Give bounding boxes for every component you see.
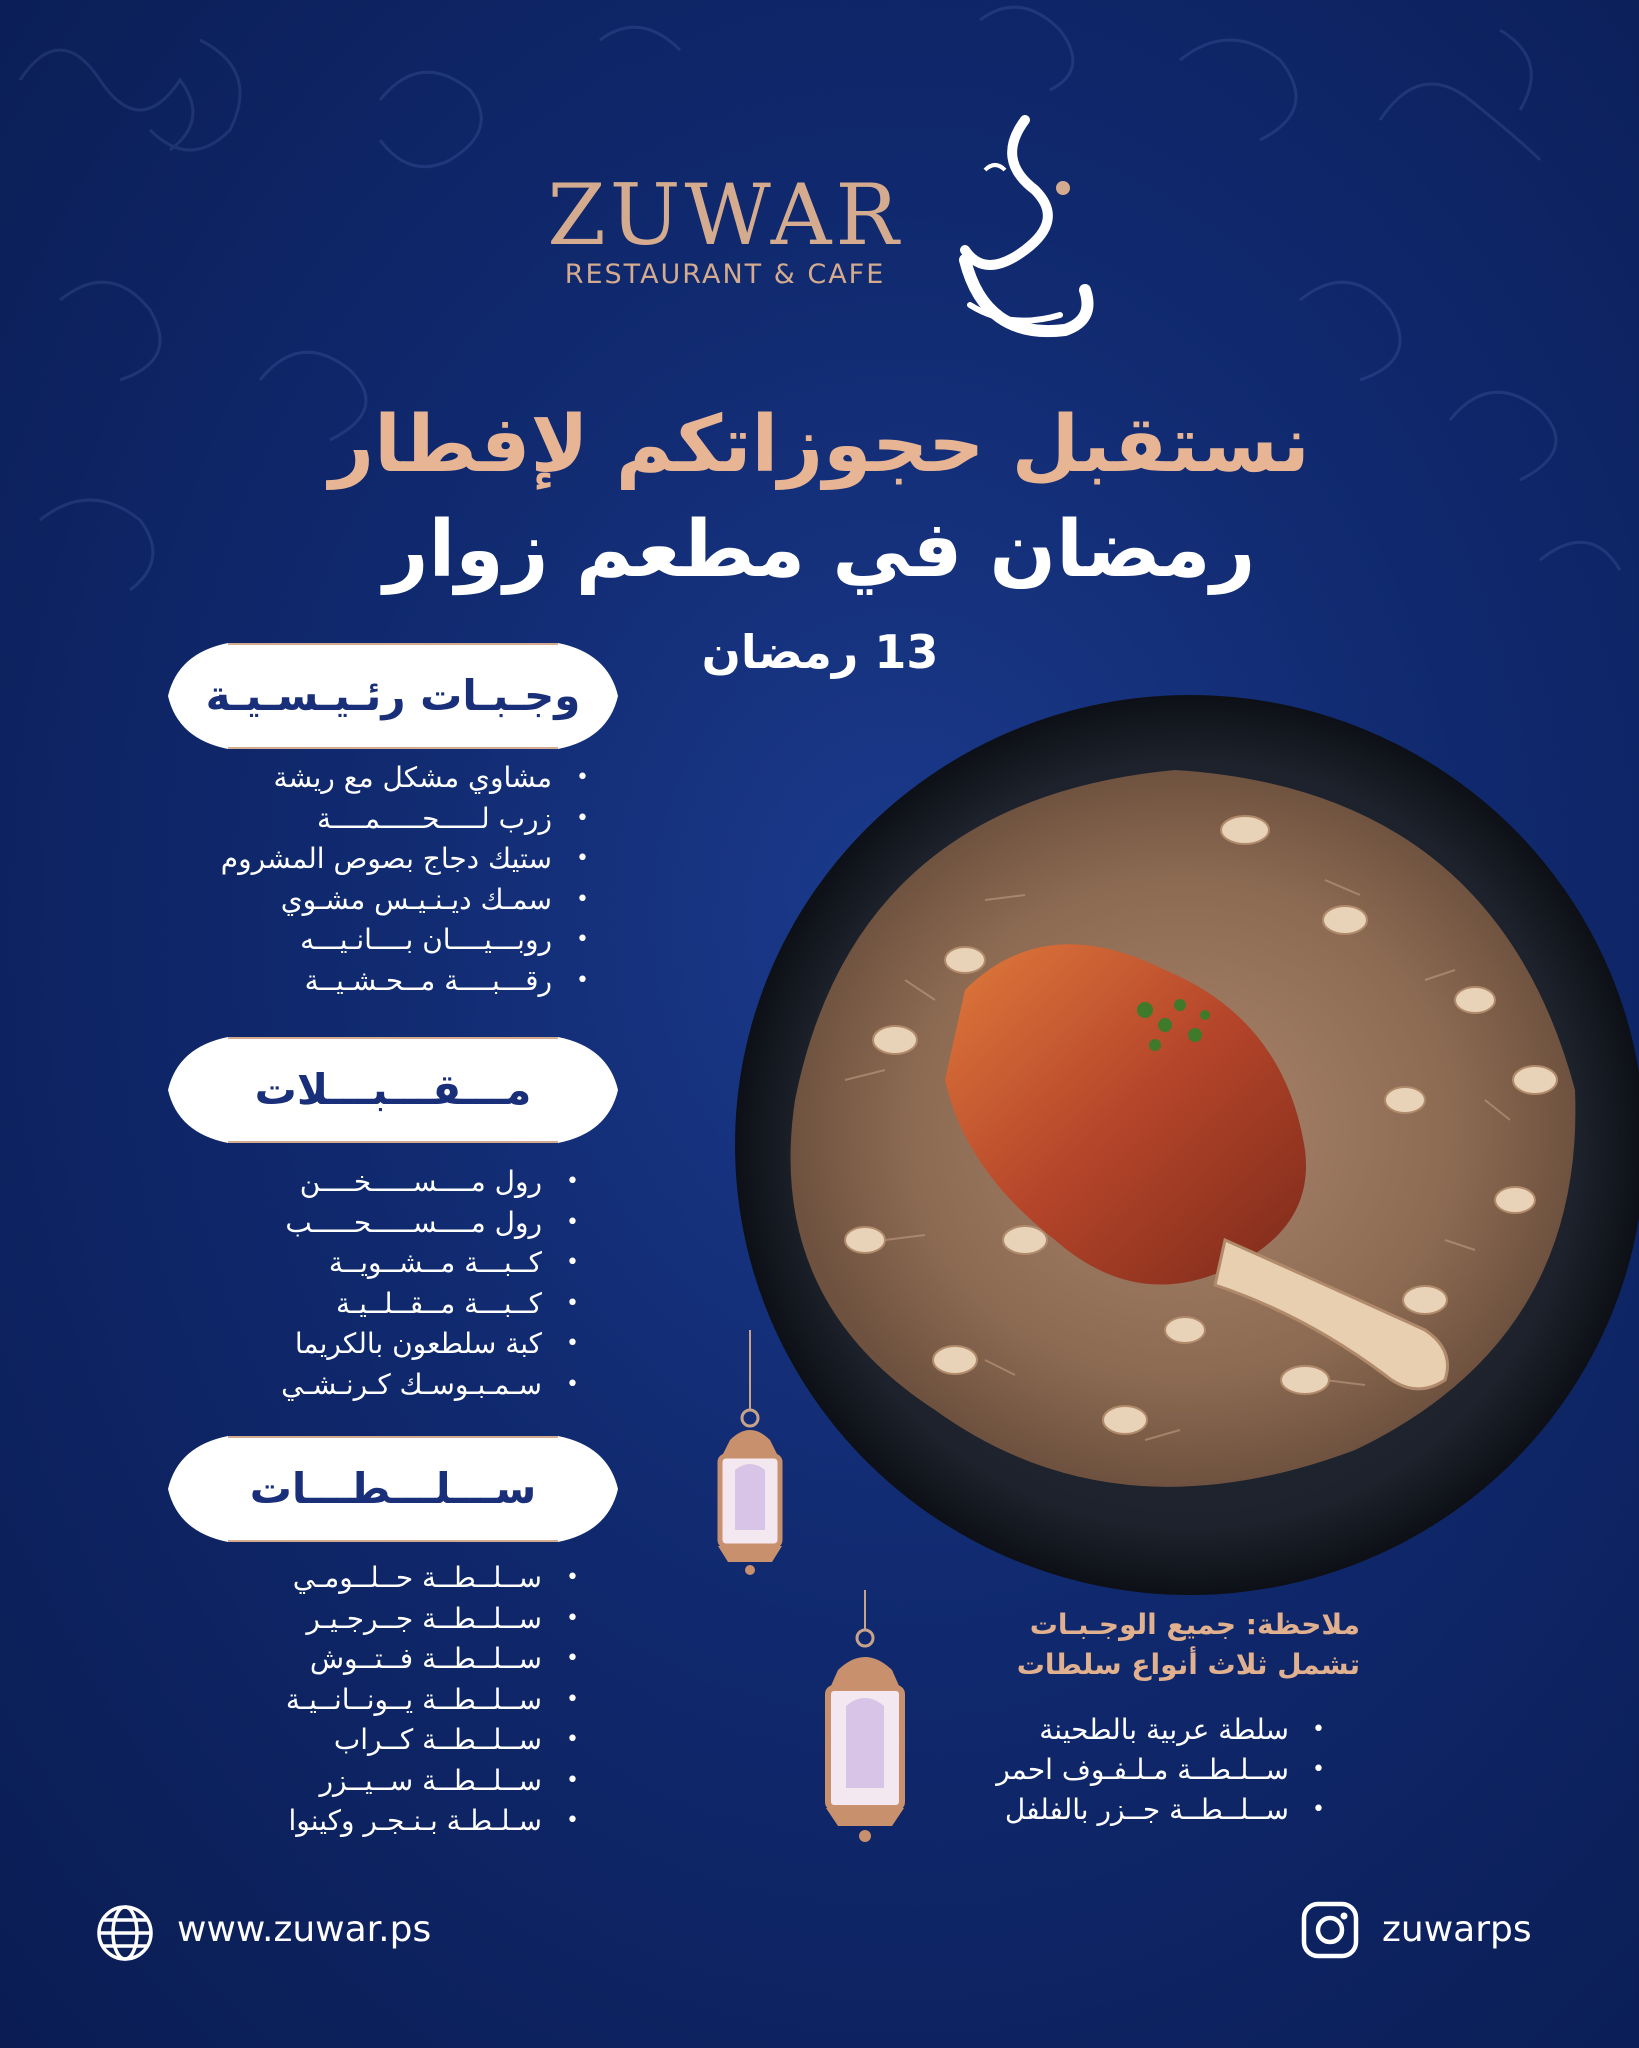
section-appetizers-header <box>168 1037 618 1143</box>
lantern-icon <box>810 1590 920 1850</box>
date-label: 13 رمضان <box>701 625 939 679</box>
website-text: www.zuwar.ps <box>177 1909 432 1950</box>
list-item: • ســلــطــة جــرجـيـر <box>160 1599 580 1640</box>
list-item: • سلطة عربية بالطحينة <box>960 1710 1325 1750</box>
bullet-icon: • <box>566 1605 580 1631</box>
section-main-title: وجـبـات رئـيـسـيـة <box>205 671 581 720</box>
list-item: • ســلــطــة جــزر بالفلفل <box>960 1790 1325 1830</box>
section-salads-title: ســـلـــطـــات <box>249 1464 537 1513</box>
list-item: • كبة سلطعون بالكريما <box>160 1324 580 1365</box>
list-item: • ســلـطــة مـلـفـوف احمر <box>960 1750 1325 1790</box>
list-item: • سـمـبـوسـك كـرنـشـي <box>160 1365 580 1406</box>
bullet-icon: • <box>1312 1717 1325 1742</box>
list-item: • روبـــيــــان بــــانـيـــه <box>170 920 590 961</box>
bullet-icon: • <box>566 1169 580 1194</box>
bullet-icon: • <box>1312 1757 1325 1782</box>
bullet-icon: • <box>566 1331 580 1356</box>
note-line-2: تشمل ثلاث أنواع سلطات <box>1016 1648 1360 1681</box>
bullet-icon: • <box>566 1250 580 1275</box>
section-appetizers-title: مـــقـــبـــلات <box>254 1065 532 1114</box>
note-block <box>960 1605 1360 1685</box>
bullet-icon: • <box>576 927 590 952</box>
bullet-icon: • <box>566 1686 580 1712</box>
headline-line-1: نستقبل حجوزاتكم لإفطار <box>329 400 1310 490</box>
bullet-icon: • <box>576 805 590 831</box>
list-item: • ســلــطــة يــونــانــيـة <box>160 1680 580 1721</box>
salads-list <box>160 1558 580 1842</box>
logo-subtitle: RESTAURANT & CAFE <box>564 259 886 290</box>
instagram-icon <box>1300 1900 1360 1960</box>
globe-icon <box>95 1903 155 1963</box>
logo-name: ZUWAR <box>547 166 903 264</box>
appetizers-list <box>160 1162 580 1405</box>
list-item: • رقـــبــــة مــحـشـيــة <box>170 961 590 1002</box>
list-item: • ستيك دجاج بصوص المشروم <box>170 839 590 880</box>
bullet-icon: • <box>576 765 590 790</box>
included-salads-list <box>960 1710 1325 1830</box>
bullet-icon: • <box>566 1290 580 1316</box>
section-salads-header <box>168 1436 618 1542</box>
bullet-icon: • <box>566 1371 580 1397</box>
plate-image <box>725 680 1639 1600</box>
bullet-icon: • <box>566 1727 580 1752</box>
bullet-icon: • <box>566 1209 580 1235</box>
bullet-icon: • <box>566 1808 580 1833</box>
logo-calligraphy <box>945 110 1095 350</box>
list-item: • ســلــطــة ســيــزر <box>160 1761 580 1802</box>
list-item: • سمـك ديـنـيـس مشـوي <box>170 880 590 921</box>
bullet-icon: • <box>566 1767 580 1793</box>
bullet-icon: • <box>566 1646 580 1671</box>
bullet-icon: • <box>566 1565 580 1590</box>
list-item: • سـلـطـة بـنـجـر وكينوا <box>160 1801 580 1842</box>
main-dishes-list <box>170 758 590 1001</box>
headline-line-2: رمضان في مطعم زوار <box>383 505 1256 595</box>
bullet-icon: • <box>576 886 590 912</box>
list-item: • مشاوي مشكل مع ريشة <box>170 758 590 799</box>
list-item: • رول مــــســـــخــــن <box>160 1162 580 1203</box>
lantern-icon <box>700 1330 800 1590</box>
logo-wordmark <box>540 166 910 290</box>
note-line-1: ملاحظة: جميع الوجـبـات <box>1029 1608 1360 1641</box>
list-item: • ســلــطــة كــراب <box>160 1720 580 1761</box>
bullet-icon: • <box>576 846 590 871</box>
list-item: • ســلــطــة حــلــومـي <box>160 1558 580 1599</box>
instagram-handle: zuwarps <box>1382 1909 1532 1950</box>
list-item: • ســلــطــة فــتــوش <box>160 1639 580 1680</box>
list-item: • كــبـــة مــقــلــيـة <box>160 1284 580 1325</box>
list-item: • زرب لـــــحـــــمــــة <box>170 799 590 840</box>
section-main-header <box>168 643 618 749</box>
list-item: • كــبـــة مــشــويــة <box>160 1243 580 1284</box>
bullet-icon: • <box>576 967 590 993</box>
list-item: • رول مــــســـــحـــــب <box>160 1203 580 1244</box>
bullet-icon: • <box>1312 1797 1325 1822</box>
